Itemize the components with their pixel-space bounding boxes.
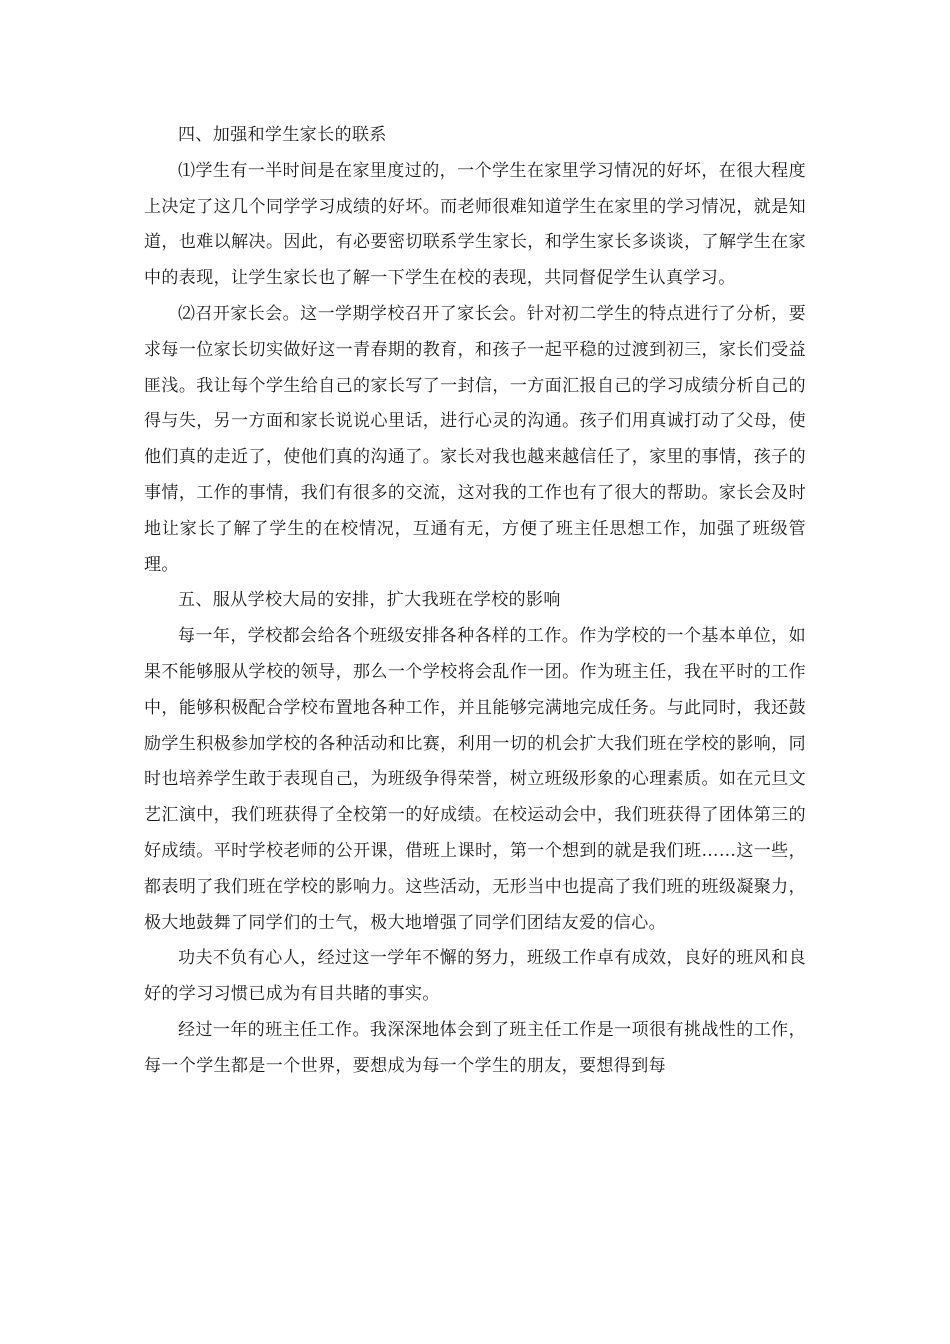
paragraph: 每一年，学校都会给各个班级安排各种各样的工作。作为学校的一个基本单位，如果不能够服从学校的领导，那么一个学校将会乱作一团。作为班主任，我在平时的工作中，能够积极配合学校布置地各种工作，并且能够完满地完成任务。与此同时，我还鼓励学生积极参加学校的各种活动和比赛，利用一切的机会扩大我们班在学校的影响，同时也培养学生敢于表现自己，为班级争得荣誉，树立班级形象的心理素质。如在元旦文艺汇演中，我们班获得了全校第一的好成绩。在校运动会中，我们班获得了团体第三的好成绩。平时学校老师的公开课，借班上课时，第一个想到的就是我们班……这一些，都表明了我们班在学校的影响力。这些活动，无形当中也提高了我们班的班级凝聚力，极大地鼓舞了同学们的士气，极大地增强了同学们团结友爱的信心。 xyxy=(144,626,806,933)
paragraph: ⑵召开家长会。这一学期学校召开了家长会。针对初二学生的特点进行了分析，要求每一位家长切实做好这一青春期的教育，和孩子一起平稳的过渡到初三，家长们受益匪浅。我让每个学生给自己的家长写了一封信，一方面汇报自己的学习成绩分析自己的得与失，另一方面和家长说说心里话，进行心灵的沟通。孩子们用真诚打动了父母，使他们真的走近了，使他们真的沟通了。家长对我也越来越信任了，家里的事情，孩子的事情，工作的事情，我们有很多的交流，这对我的工作也有了很大的帮助。家长会及时地让家长了解了学生的在校情况，互通有无，方便了班主任思想工作，加强了班级管理。 xyxy=(144,303,806,575)
paragraph: ⑴学生有一半时间是在家里度过的，一个学生在家里学习情况的好坏，在很大程度上决定了这几个同学学习成绩的好坏。而老师很难知道学生在家里的学习情况，就是知道，也难以解决。因此，有必要密切联系学生家长，和学生家长多谈谈，了解学生在家中的表现，让学生家长也了解一下学生在校的表现，共同督促学生认真学习。 xyxy=(144,160,806,289)
paragraph: 经过一年的班主任工作。我深深地体会到了班主任工作是一项很有挑战性的工作，每一个学生都是一个世界，要想成为每一个学生的朋友，要想得到每 xyxy=(144,1019,806,1076)
section-heading-4: 四、加强和学生家长的联系 xyxy=(178,125,387,145)
section-heading-5: 五、服从学校大局的安排，扩大我班在学校的影响 xyxy=(178,590,561,611)
document-body xyxy=(144,118,806,1085)
paragraph: 功夫不负有心人，经过这一学年不懈的努力，班级工作卓有成效，良好的班风和良好的学习习惯已成为有目共睹的事实。 xyxy=(144,948,806,1005)
